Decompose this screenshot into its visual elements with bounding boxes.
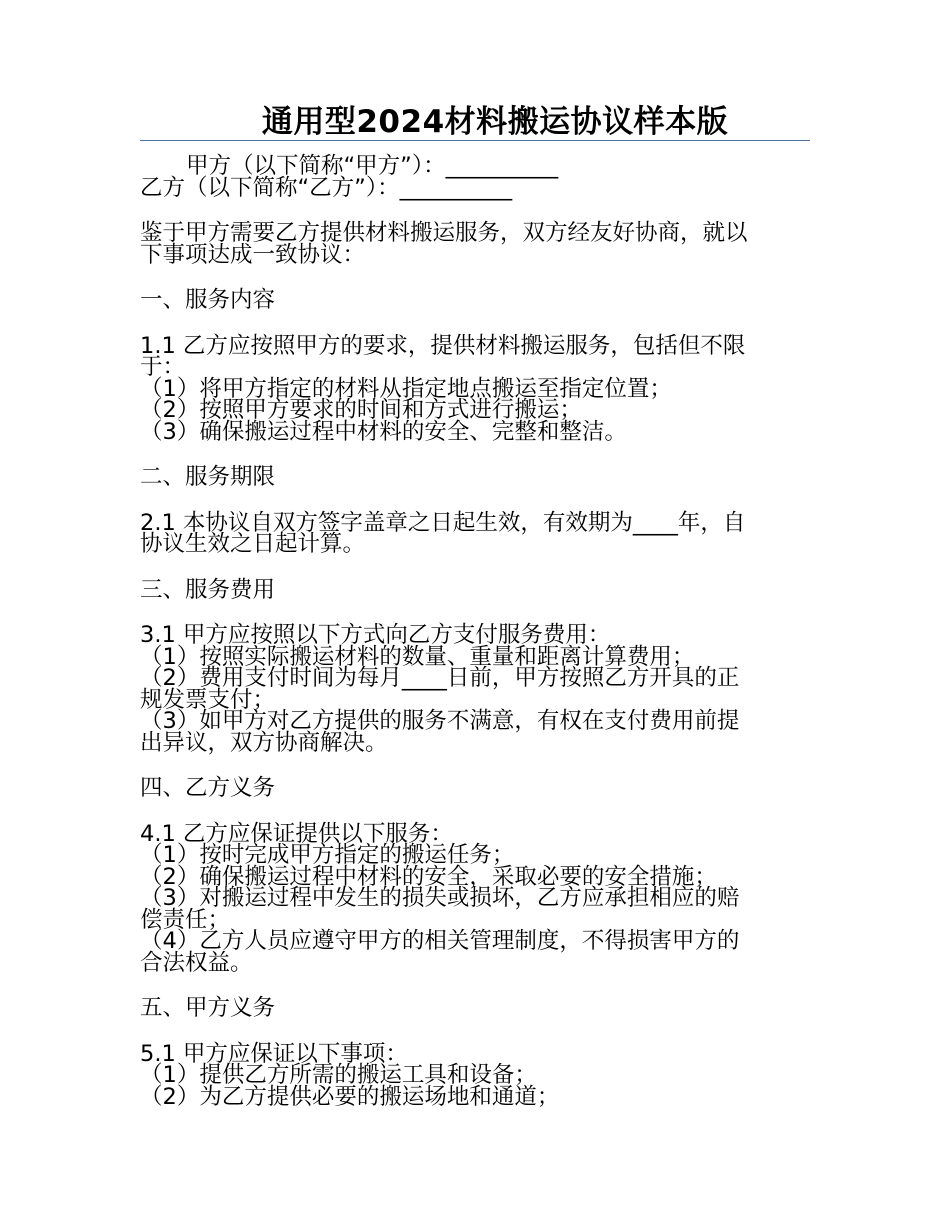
document-body — [140, 153, 812, 1110]
clause-line: 协议生效之日起计算。 — [140, 531, 366, 557]
clause-line: （1）按时完成甲方指定的搬运任务； — [140, 842, 515, 868]
clause-line: 出异议，双方协商解决。 — [140, 729, 388, 756]
clause-line: 4.1 乙方应保证提供以下服务： — [140, 820, 453, 847]
document-title: 通用型2024材料搬运协议样本版 — [261, 104, 729, 140]
clause-line: （4）乙方人员应遵守甲方的相关管理制度，不得损害甲方的 — [140, 928, 740, 954]
clause-line: 5.1 甲方应保证以下事项： — [140, 1040, 408, 1067]
preamble-line: 鉴于甲方需要乙方提供材料搬运服务，双方经友好协商，就以 — [140, 220, 748, 246]
clause-line: （3）对搬运过程中发生的损失或损坏，乙方应承担相应的赔 — [140, 885, 740, 911]
clause-line: （2）费用支付时间为每月____日前，甲方按照乙方开具的正 — [140, 665, 740, 691]
clause-line: （2）为乙方提供必要的搬运场地和通道； — [140, 1083, 560, 1110]
section-heading-party-b-obligations: 四、乙方义务 — [140, 775, 276, 801]
section-heading-service-term: 二、服务期限 — [140, 464, 276, 490]
section-1-body — [140, 332, 812, 445]
party-b-line: 乙方（以下简称“乙方”）：__________ — [140, 174, 513, 201]
clause-line: 3.1 甲方应按照以下方式向乙方支付服务费用： — [140, 622, 611, 648]
title-underline — [140, 140, 810, 141]
section-3-body — [140, 622, 812, 756]
clause-line: （1）提供乙方所需的搬运工具和设备； — [140, 1062, 537, 1088]
section-heading-party-a-obligations: 五、甲方义务 — [140, 995, 276, 1021]
clause-line: 偿责任； — [140, 906, 231, 933]
clause-line: 于： — [140, 354, 186, 380]
section-heading-service-fee: 三、服务费用 — [140, 576, 276, 603]
clause-line: 2.1 本协议自双方签字盖章之日起生效，有效期为____年，自 — [140, 509, 746, 536]
clause-line: （2）按照甲方要求的时间和方式进行搬运； — [140, 397, 582, 423]
preamble — [140, 220, 812, 268]
preamble-line: 下事项达成一致协议： — [140, 241, 366, 268]
clause-line: 合法权益。 — [140, 949, 253, 976]
section-5-body — [140, 1040, 812, 1110]
clause-line: （1）将甲方指定的材料从指定地点搬运至指定位置； — [140, 375, 672, 402]
section-heading-service-content: 一、服务内容 — [140, 287, 276, 313]
party-a-line: 甲方（以下简称“甲方”）：__________ — [186, 153, 559, 179]
clause-line: （1）按照实际搬运材料的数量、重量和距离计算费用； — [140, 643, 695, 670]
clause-line: 规发票支付； — [140, 686, 276, 713]
section-4-body — [140, 820, 812, 976]
clause-line: （2）确保搬运过程中材料的安全，采取必要的安全措施； — [140, 863, 717, 890]
clause-line: （3）确保搬运过程中材料的安全、完整和整洁。 — [140, 418, 627, 445]
section-2-body — [140, 509, 812, 557]
clause-line: 1.1 乙方应按照甲方的要求，提供材料搬运服务，包括但不限 — [140, 332, 746, 359]
clause-line: （3）如甲方对乙方提供的服务不满意，有权在支付费用前提 — [140, 708, 740, 734]
